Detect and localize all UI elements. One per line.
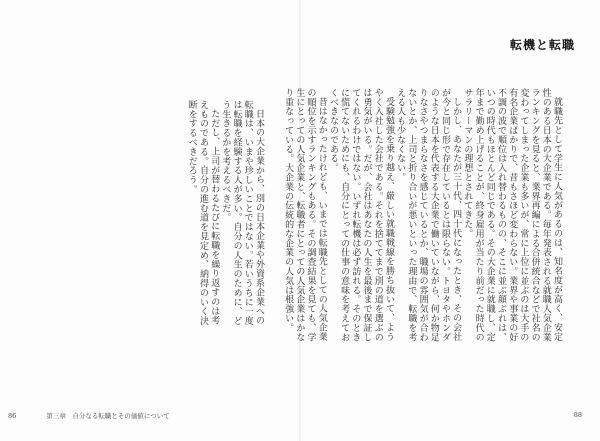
right-page-number: 88 <box>573 411 582 419</box>
paragraph: しかし、あなたが三十代、四十代になったとき、その会社が今と同じ形で存在しているとは限らない。トヨタやホンダのような日本を代表する大企業で働いていながら、何か物足りなさやつまらなさを感じているとか、職場の雰囲気が合わないとか、上司と折り合いが悪いといった理由で、転職を考える人も少なくない。 <box>395 88 462 342</box>
paragraph: 就職先として学生に人気があるのは、知名度が高く、安定性のある日本の大企業である。毎年発表される就職人気企業ランキングを見ると、業界再編による合併統合などで社名の変わってしまった企業も多いが、常に上位に並ぶのは大手の有名企業ばかりで、昔もさほど変わらない。業界や事業の好不調の波で順位は入れ替わるものの、そこに並ぶ顔ぶれは、いつの時代もほとんど同じである。その大企業に就職し、定年まで勤め上げることが、終身雇用が当たり前だった時代のサラリーマンの理想とされてきた。 <box>462 88 562 342</box>
left-page-body <box>186 100 264 330</box>
paragraph: 昔はなかったけれども、いまでは転職先としての人気企業の順位を示すランキングもある。その調査結果を見ても、学生にとっての人気企業と、転職者にとっての人気企業はかなり重なっている。大企業の伝統的な企業の人気は根強い。 <box>283 88 327 342</box>
paragraph: ただし、上司が替わるたびに転職を繰り返すのは考えものである。自分の進む道を見定め、納得のいく決断をするべきだろう。 <box>186 100 220 326</box>
paragraph: 受験勉強を乗り越え、厳しい就職戦線を勝ち抜いて、ようやく入社した会社である。それを捨ててまで別の道を選ぶのは勇気がいる。だが、会社はあなたの人生を最後まで保証してくれるわけではない。いずれ転機は必ず訪れる。そのときに慌てないためにも、自分にとっての仕事の意味を考えておくべきなのである。 <box>327 88 394 342</box>
left-page-number: 86 <box>8 412 17 420</box>
section-title: 転機と転職 <box>510 38 576 52</box>
right-page-body <box>283 88 562 348</box>
paragraph: 日本の大企業から、別の日本企業や外資系企業への転職は、いまや珍しいことではない。若いうちに一度は転職を経験する人が多い。自分の人生のために、どう生きるかを考えるべきだ。 <box>220 100 264 326</box>
left-page-footer <box>8 411 170 420</box>
chapter-running-head: 第三章 自分なる転職とその価値について <box>46 412 170 420</box>
right-page-footer <box>574 411 582 419</box>
